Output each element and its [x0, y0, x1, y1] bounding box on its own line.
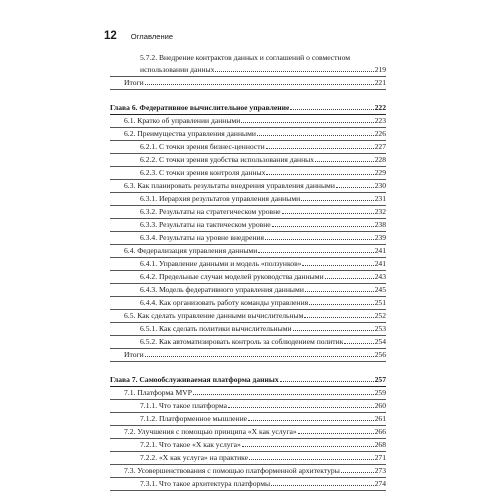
toc-entry[interactable]: [110, 310, 386, 323]
toc-entry-title: 6.3. Как планировать результаты внедрения управления данными: [124, 181, 335, 190]
toc-entry[interactable]: [110, 271, 386, 284]
toc-entry[interactable]: [110, 193, 386, 206]
toc-chapter-entry[interactable]: [110, 102, 386, 115]
toc-entry-page: 221: [374, 78, 386, 87]
dot-leader: [228, 407, 374, 408]
toc-entry-page: 219: [374, 65, 386, 74]
dot-leader: [336, 187, 374, 188]
toc-entry-page: 251: [374, 298, 386, 307]
dot-leader: [302, 265, 373, 266]
dot-leader: [309, 304, 373, 305]
dot-leader: [265, 239, 374, 240]
dot-leader: [248, 420, 374, 421]
dot-leader: [341, 472, 374, 473]
toc-entry-title: 7.1.2. Платформенное мышление: [140, 414, 248, 423]
page-number: 12: [104, 30, 117, 42]
toc-entry-title: 7.3.1. Что такое архитектура платформы: [140, 479, 271, 488]
toc-entry[interactable]: [110, 258, 386, 271]
dot-leader: [241, 122, 373, 123]
toc-entry-title: использовании данных: [140, 65, 215, 74]
toc-entry[interactable]: [110, 77, 386, 90]
toc-entry-title: 7.2.1. Что такое «X как услуга»: [140, 440, 241, 449]
dot-leader: [282, 213, 374, 214]
toc-entry[interactable]: [110, 167, 386, 180]
toc-entry-title: 6.2.1. С точки зрения бизнес-ценности: [140, 142, 265, 151]
dot-leader: [325, 278, 374, 279]
toc-entry[interactable]: [110, 232, 386, 245]
toc-entry-page: 238: [374, 220, 386, 229]
toc-entry-title: 6.5.2. Как автоматизировать контроль за соблюдением политик: [140, 337, 344, 346]
dot-leader: [266, 174, 373, 175]
toc-entry-page: 226: [374, 129, 386, 138]
toc-entry-page: 268: [374, 440, 386, 449]
toc-entry-page: 228: [374, 155, 386, 164]
dot-leader: [298, 433, 374, 434]
toc-entry-page: 230: [374, 181, 386, 190]
toc-entry-title: 6.2.2. С точки зрения удобства использования данных: [140, 155, 315, 164]
toc-entry-title: 7.1. Платформа MVP: [124, 388, 192, 397]
dot-leader: [293, 330, 374, 331]
toc-entry[interactable]: [110, 439, 386, 452]
toc-entry[interactable]: [110, 245, 386, 258]
toc-entry[interactable]: [110, 128, 386, 141]
dot-leader: [145, 356, 374, 357]
dot-leader: [242, 446, 374, 447]
toc-entry-page: 239: [374, 233, 386, 242]
toc-entry[interactable]: [110, 141, 386, 154]
toc-entry-page: 261: [374, 414, 386, 423]
toc-entry-page: 256: [374, 350, 386, 359]
dot-leader: [304, 317, 373, 318]
toc-chapter-entry[interactable]: [110, 374, 386, 387]
table-of-contents: [110, 52, 386, 491]
toc-entry-title: 6.4. Федерализация управления данными: [124, 246, 258, 255]
toc-entry-title: 6.5. Как сделать управление данными вычислительным: [124, 311, 304, 320]
toc-entry-title: 6.4.2. Предельные случаи моделей руководства данными: [140, 272, 324, 281]
toc-entry[interactable]: [110, 413, 386, 426]
dot-leader: [271, 485, 373, 486]
toc-entry-title: 6.1. Кратко об управлении данными: [124, 116, 241, 125]
page-header: [104, 30, 173, 46]
dot-leader: [301, 200, 373, 201]
toc-entry-page: 222: [374, 103, 386, 112]
toc-entry-page: 245: [374, 285, 386, 294]
toc-entry-title: Итоги: [124, 350, 144, 359]
toc-entry-title: 6.3.4. Результаты на уровне внедрения: [140, 233, 264, 242]
dot-leader: [305, 291, 374, 292]
toc-entry[interactable]: [110, 323, 386, 336]
toc-entry-title: 7.2.2. «X как услуга» на практике: [140, 453, 249, 462]
toc-entry-title: 6.5.1. Как сделать политики вычислительными: [140, 324, 292, 333]
dot-leader: [145, 84, 374, 85]
toc-entry-page: 252: [374, 311, 386, 320]
dot-leader: [215, 71, 373, 72]
toc-entry-page: 271: [374, 453, 386, 462]
dot-leader: [257, 135, 374, 136]
running-title: Оглавление: [130, 32, 174, 41]
toc-entry-title: Глава 7. Самообслуживаемая платформа данных: [110, 375, 279, 384]
toc-entry-page: 253: [374, 324, 386, 333]
toc-entry-page: 227: [374, 142, 386, 151]
toc-entry[interactable]: [110, 284, 386, 297]
toc-entry-title: 6.2.3. С точки зрения контроля данных: [140, 168, 266, 177]
dot-leader: [315, 161, 374, 162]
dot-leader: [193, 394, 374, 395]
toc-entry-page: 274: [374, 479, 386, 488]
toc-entry-page: 266: [374, 427, 386, 436]
toc-entry[interactable]: [110, 297, 386, 310]
toc-entry[interactable]: [110, 52, 386, 64]
toc-entry-page: 223: [374, 116, 386, 125]
toc-entry-page: 257: [374, 375, 386, 384]
toc-entry-title: 7.1.1. Что такое платформа: [140, 401, 227, 410]
toc-entry-page: 254: [374, 337, 386, 346]
toc-entry-page: 232: [374, 207, 386, 216]
toc-entry-title: 6.4.3. Модель федеративного управления данными: [140, 285, 304, 294]
toc-entry[interactable]: [110, 465, 386, 478]
toc-entry-page: 260: [374, 401, 386, 410]
toc-entry-page: 241: [374, 259, 386, 268]
dot-leader: [344, 343, 373, 344]
toc-entry-title: 7.2. Улучшения с помощью принципа «X как услуга»: [124, 427, 297, 436]
toc-entry[interactable]: [110, 154, 386, 167]
dot-leader: [280, 381, 374, 382]
toc-entry-page: 241: [374, 246, 386, 255]
toc-entry[interactable]: [110, 426, 386, 439]
toc-entry-title: 6.3.2. Результаты на стратегическом уровне: [140, 207, 281, 216]
toc-entry-title: 6.4.1. Управление данными и модель «ползунков»: [140, 259, 302, 268]
toc-entry[interactable]: [110, 180, 386, 193]
toc-entry-title: 6.4.4. Как организовать работу команды управления: [140, 298, 309, 307]
toc-entry[interactable]: [110, 64, 386, 77]
toc-entry[interactable]: [110, 206, 386, 219]
toc-entry[interactable]: [110, 478, 386, 491]
toc-entry[interactable]: [110, 452, 386, 465]
toc-entry[interactable]: [110, 349, 386, 362]
toc-entry[interactable]: [110, 115, 386, 128]
toc-entry-title: Глава 6. Федеративное вычислительное управление: [110, 103, 290, 112]
toc-entry-page: 231: [374, 194, 386, 203]
dot-leader: [290, 109, 373, 110]
toc-entry-title: 5.7.2. Внедрение контрактов данных и соглашений о совместном: [140, 53, 351, 62]
toc-entry[interactable]: [110, 400, 386, 413]
toc-entry-page: 229: [374, 168, 386, 177]
dot-leader: [272, 226, 374, 227]
toc-entry-page: 273: [374, 466, 386, 475]
toc-entry-title: 6.3.3. Результаты на тактическом уровне: [140, 220, 271, 229]
toc-entry-title: 7.3. Усовершенствования с помощью платформенной архитектуры: [124, 466, 340, 475]
toc-entry-page: 243: [374, 272, 386, 281]
toc-entry-title: Итоги: [124, 78, 144, 87]
dot-leader: [258, 252, 373, 253]
toc-entry[interactable]: [110, 219, 386, 232]
toc-entry-title: 6.2. Преимущества управления данными: [124, 129, 256, 138]
dot-leader: [249, 459, 374, 460]
toc-entry-title: 6.3.1. Иерархия результатов управления данными: [140, 194, 301, 203]
toc-entry-page: 259: [374, 388, 386, 397]
dot-leader: [266, 148, 374, 149]
toc-entry[interactable]: [110, 387, 386, 400]
toc-entry[interactable]: [110, 336, 386, 349]
